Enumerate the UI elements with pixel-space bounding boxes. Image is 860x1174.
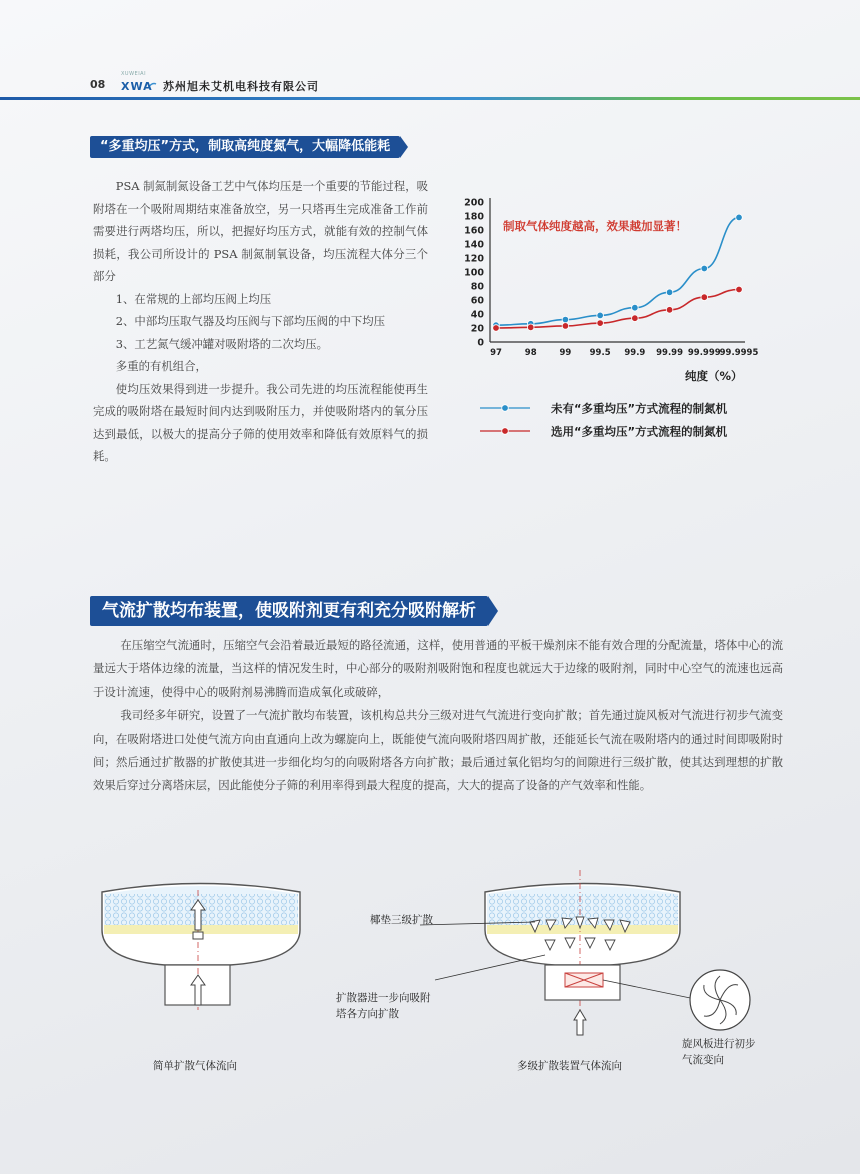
y-tick-label: 0 xyxy=(477,337,484,349)
data-point xyxy=(493,325,500,332)
legend-marker xyxy=(502,405,509,412)
data-point xyxy=(632,315,639,322)
label-coir-diffusion: 椰垫三级扩散 xyxy=(370,914,433,926)
x-tick-label: 99.9 xyxy=(624,348,646,358)
data-point xyxy=(597,320,604,327)
y-tick-label: 180 xyxy=(464,211,484,223)
data-point xyxy=(632,304,639,311)
legend-marker xyxy=(502,428,509,435)
label-cyclone-2: 气流变向 xyxy=(682,1054,724,1066)
x-tick-label: 97 xyxy=(490,348,502,358)
y-tick-label: 80 xyxy=(470,281,484,293)
section1-text xyxy=(93,175,428,468)
legend-label: 未有“多重均压”方式流程的制氮机 xyxy=(551,401,728,416)
data-point xyxy=(527,324,534,331)
section2-title: 气流扩散均布装置，使吸附剂更有利充分吸附解析 xyxy=(90,596,488,626)
section1-paragraph: PSA 制氮制氮设备工艺中气体均压是一个重要的节能过程，吸附塔在一个吸附周期结束准备放空，另一只塔再生完成准备工作前需要进行两塔均压，所以，把握好均压方式，就能有效的控制气体损耗，我公司所设计的 PSA 制氮制氧设备，均压流程大体分三个部分 xyxy=(93,179,428,283)
page-number: 08 xyxy=(90,78,106,91)
data-point xyxy=(666,307,673,314)
logo-text: XWA xyxy=(121,80,153,93)
label-cyclone-1: 旋风板进行初步 xyxy=(682,1038,756,1050)
list-item: 3、工艺氮气缓冲罐对吸附塔的二次均压。 xyxy=(115,336,329,351)
x-tick-label: 99.99 xyxy=(656,348,684,358)
section1-closing: 使均压效果得到进一步提升。我公司先进的均压流程能使再生完成的吸附塔在最短时间内达到吸附压力，并使吸附塔内的氧分压达到最低，以极大的提高分子筛的使用效率和降低有效原料气的损耗。 xyxy=(93,381,428,463)
data-point xyxy=(701,294,708,301)
data-point xyxy=(562,316,569,323)
x-tick-label: 99 xyxy=(559,348,572,358)
list-item: 2、中部均压取气器及均压阀与下部均压阀的中下均压 xyxy=(115,314,386,328)
chart-xlabel: 纯度（%） xyxy=(685,369,743,383)
data-point xyxy=(597,312,604,319)
section2-paragraph: 我司经多年研究，设置了一气流扩散均布装置，该机构总共分三级对进气气流进行变向扩散；首先通过旋风板对气流进行初步气流变向，在吸附塔进口处使气流方向由直通向上改为螺旋向上，既能使气流向吸附塔四周扩散，还能延长气流在吸附塔内的通过时间即吸附时间；然后通过扩散器的扩散使其进一步细化均匀的向吸附塔各方向扩散；最后通过氧化铝均匀的间隙进行三级扩散，使其达到理想的扩散效果后穿过分离塔床层，因此能使分子筛的利用率得到最大程度的提高，大大的提高了设备的产气效率和性能。 xyxy=(93,708,783,793)
y-tick-label: 100 xyxy=(464,267,484,279)
multistage-tower xyxy=(420,870,750,1035)
x-tick-label: 98 xyxy=(524,348,537,358)
y-tick-label: 40 xyxy=(470,309,484,321)
section2-paragraph: 在压缩空气流通时，压缩空气会沿着最近最短的路径流通，这样，使用普通的平板干燥剂床不能有效合理的分配流量，塔体中心的流量远大于塔体边缘的流量，当这样的情况发生时，中心部分的吸附剂吸附饱和程度也就远大于边缘的吸附剂，同时中心空气的流速也远高于设计流速，使得中心的吸附剂易沸腾而造成氧化或破碎， xyxy=(93,638,783,699)
y-tick-label: 20 xyxy=(470,323,484,335)
y-tick-label: 160 xyxy=(464,225,484,237)
company-name: 苏州旭未艾机电科技有限公司 xyxy=(163,80,319,93)
y-tick-label: 120 xyxy=(464,253,484,265)
x-tick-label: 99.5 xyxy=(589,348,611,358)
y-tick-label: 140 xyxy=(464,239,484,251)
section2-text xyxy=(93,634,783,798)
purity-energy-chart xyxy=(445,190,775,450)
diffusion-diagram xyxy=(80,870,800,1080)
list-item: 1、在常规的上部均压阀上均压 xyxy=(115,291,272,306)
y-tick-label: 60 xyxy=(470,295,484,307)
section1-title: “多重均压”方式，制取高纯度氮气，大幅降低能耗 xyxy=(90,136,400,158)
data-point xyxy=(562,323,569,330)
header-rule xyxy=(0,97,860,100)
x-tick-label: 99.999 xyxy=(687,348,721,358)
left-caption: 简单扩散气体流向 xyxy=(153,1060,237,1072)
logo-subtext: XUWEIAI xyxy=(121,71,147,77)
section1-after-list: 多重的有机组合， xyxy=(115,359,207,373)
x-tick-label: 99.9995 xyxy=(719,348,759,358)
simple-tower xyxy=(102,884,300,1011)
label-diffuser-1: 扩散器进一步向吸附 xyxy=(336,992,431,1004)
data-point xyxy=(666,289,673,296)
right-caption: 多级扩散装置气体流向 xyxy=(517,1060,622,1072)
data-point xyxy=(736,214,743,221)
label-diffuser-2: 塔各方向扩散 xyxy=(336,1008,399,1020)
data-point xyxy=(736,286,743,293)
legend-label: 选用“多重均压”方式流程的制氮机 xyxy=(551,424,728,439)
data-point xyxy=(701,265,708,272)
chart-annotation: 制取气体纯度越高，效果越加显著！ xyxy=(503,219,687,233)
y-tick-label: 200 xyxy=(464,197,484,209)
